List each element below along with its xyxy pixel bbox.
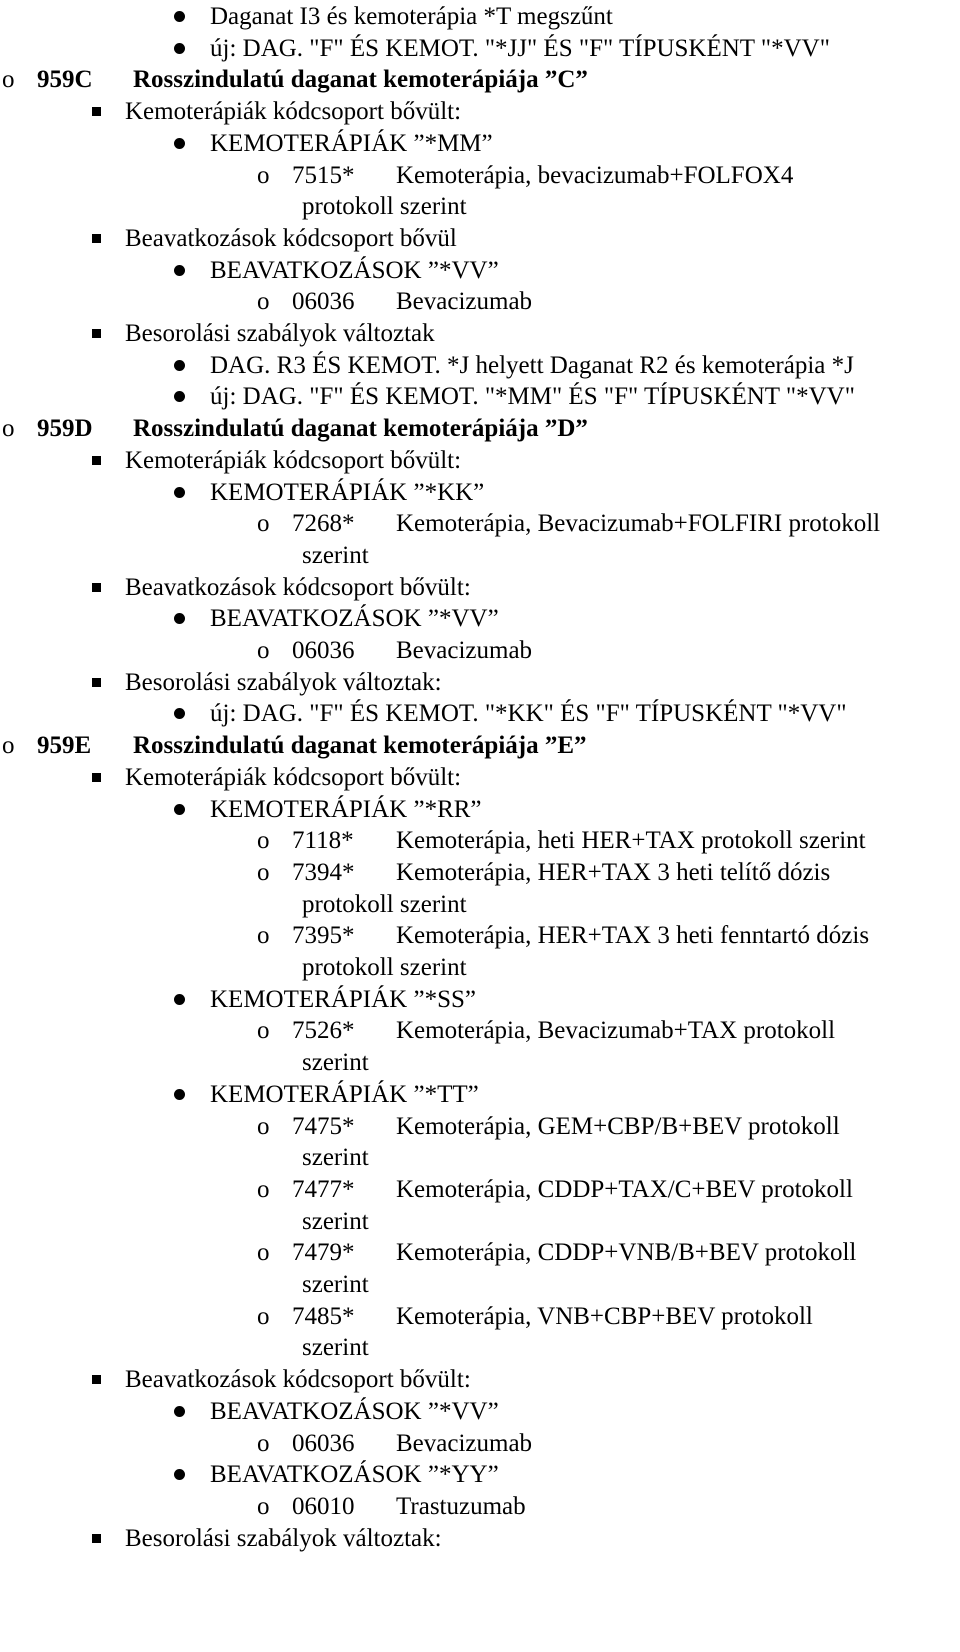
square-bullet-icon bbox=[92, 1534, 101, 1543]
circle-bullet-icon: o bbox=[257, 637, 270, 664]
square-bullet-icon bbox=[92, 456, 101, 465]
item-text: új: DAG. "F" ÉS KEMOT. "*KK" ÉS "F" TÍPUSKÉNT "*VV" bbox=[210, 700, 847, 728]
item-text: KEMOTERÁPIÁK ”*SS” bbox=[210, 985, 476, 1013]
item-text: Kemoterápiák kódcsoport bővült: bbox=[125, 446, 462, 474]
item-code: 06010 bbox=[292, 1492, 355, 1520]
item-text: Besorolási szabályok változtak bbox=[125, 320, 435, 347]
item-description: Kemoterápia, Bevacizumab+FOLFIRI protokoll bbox=[396, 510, 881, 538]
item-description: Kemoterápia, CDDP+VNB/B+BEV protokoll bbox=[396, 1239, 857, 1267]
item-description: Kemoterápia, GEM+CBP/B+BEV protokoll bbox=[396, 1112, 840, 1140]
square-bullet-icon bbox=[92, 773, 101, 782]
item-code: 7479* bbox=[292, 1239, 355, 1267]
disc-bullet-icon bbox=[174, 265, 185, 276]
item-text: Kemoterápiák kódcsoport bővült: bbox=[125, 98, 462, 126]
item-text: protokoll szerint bbox=[302, 193, 467, 221]
item-text: BEAVATKOZÁSOK ”*VV” bbox=[210, 605, 499, 633]
circle-bullet-icon: o bbox=[257, 1429, 270, 1457]
item-description: Bevacizumab bbox=[396, 288, 533, 316]
disc-bullet-icon bbox=[174, 391, 185, 402]
disc-bullet-icon bbox=[174, 613, 185, 624]
item-description: Kemoterápia, HER+TAX 3 heti fenntartó dózis bbox=[396, 922, 870, 950]
item-code: 7485* bbox=[292, 1302, 355, 1330]
item-code: 7477* bbox=[292, 1175, 355, 1203]
item-description: Bevacizumab bbox=[396, 637, 533, 664]
item-description: Kemoterápia, CDDP+TAX/C+BEV protokoll bbox=[396, 1175, 853, 1203]
item-code: 7118* bbox=[292, 827, 354, 855]
circle-bullet-icon: o bbox=[257, 510, 270, 538]
item-text: Beavatkozások kódcsoport bővült: bbox=[125, 1366, 471, 1394]
circle-bullet-icon: o bbox=[257, 161, 270, 189]
item-text: Beavatkozások kódcsoport bővül bbox=[125, 224, 457, 252]
circle-bullet-icon: o bbox=[257, 827, 270, 855]
disc-bullet-icon bbox=[174, 138, 185, 149]
square-bullet-icon bbox=[92, 107, 101, 116]
section-title: Rosszindulatú daganat kemoterápiája ”C” bbox=[133, 66, 588, 94]
disc-bullet-icon bbox=[174, 1469, 185, 1480]
item-code: 06036 bbox=[292, 1429, 355, 1457]
item-text: szerint bbox=[302, 1271, 369, 1298]
circle-bullet-icon: o bbox=[2, 66, 15, 94]
item-text: protokoll szerint bbox=[302, 954, 467, 981]
item-code: 7394* bbox=[292, 858, 355, 886]
section-code: 959E bbox=[37, 732, 92, 760]
item-description: Kemoterápia, HER+TAX 3 heti telítő dózis bbox=[396, 858, 831, 886]
section-title: Rosszindulatú daganat kemoterápiája ”E” bbox=[133, 732, 587, 760]
item-text: szerint bbox=[302, 1144, 369, 1172]
square-bullet-icon bbox=[92, 329, 101, 338]
item-code: 06036 bbox=[292, 288, 355, 316]
item-code: 7268* bbox=[292, 510, 355, 538]
item-code: 7475* bbox=[292, 1112, 355, 1140]
section-code: 959D bbox=[37, 415, 93, 443]
section-code: 959C bbox=[37, 66, 93, 94]
circle-bullet-icon: o bbox=[257, 1492, 270, 1520]
item-text: BEAVATKOZÁSOK ”*VV” bbox=[210, 256, 499, 284]
item-description: Bevacizumab bbox=[396, 1429, 533, 1457]
item-text: szerint bbox=[302, 1049, 369, 1077]
item-description: Trastuzumab bbox=[396, 1492, 526, 1520]
item-description: Kemoterápia, bevacizumab+FOLFOX4 bbox=[396, 161, 794, 189]
circle-bullet-icon: o bbox=[257, 288, 270, 316]
item-text: KEMOTERÁPIÁK ”*TT” bbox=[210, 1080, 479, 1108]
item-text: szerint bbox=[302, 541, 369, 569]
square-bullet-icon bbox=[92, 678, 101, 687]
disc-bullet-icon bbox=[174, 487, 185, 498]
square-bullet-icon bbox=[92, 583, 101, 592]
item-code: 06036 bbox=[292, 637, 355, 664]
circle-bullet-icon: o bbox=[257, 1175, 270, 1203]
item-description: Kemoterápia, Bevacizumab+TAX protokoll bbox=[396, 1017, 836, 1045]
disc-bullet-icon bbox=[174, 11, 185, 22]
disc-bullet-icon bbox=[174, 804, 185, 815]
item-text: KEMOTERÁPIÁK ”*MM” bbox=[210, 129, 493, 157]
item-text: KEMOTERÁPIÁK ”*KK” bbox=[210, 478, 485, 506]
item-text: BEAVATKOZÁSOK ”*VV” bbox=[210, 1397, 499, 1425]
circle-bullet-icon: o bbox=[2, 415, 15, 443]
item-text: Besorolási szabályok változtak: bbox=[125, 1524, 442, 1552]
item-text: DAG. R3 ÉS KEMOT. *J helyett Daganat R2 és kemoterápia *J bbox=[210, 351, 854, 379]
item-text: Kemoterápiák kódcsoport bővült: bbox=[125, 763, 462, 791]
section-title: Rosszindulatú daganat kemoterápiája ”D” bbox=[133, 415, 588, 443]
item-text: Daganat I3 és kemoterápia *T megszűnt bbox=[210, 3, 613, 30]
disc-bullet-icon bbox=[174, 1406, 185, 1417]
square-bullet-icon bbox=[92, 1375, 101, 1384]
circle-bullet-icon: o bbox=[257, 922, 270, 950]
circle-bullet-icon: o bbox=[257, 858, 270, 886]
item-code: 7526* bbox=[292, 1017, 355, 1045]
item-text: szerint bbox=[302, 1207, 369, 1235]
disc-bullet-icon bbox=[174, 708, 185, 719]
disc-bullet-icon bbox=[174, 360, 185, 371]
item-text: új: DAG. "F" ÉS KEMOT. "*MM" ÉS "F" TÍPUSKÉNT "*VV" bbox=[210, 383, 855, 411]
disc-bullet-icon bbox=[174, 1089, 185, 1100]
item-text: Beavatkozások kódcsoport bővült: bbox=[125, 573, 471, 601]
item-text: KEMOTERÁPIÁK ”*RR” bbox=[210, 795, 482, 823]
circle-bullet-icon: o bbox=[257, 1302, 270, 1330]
disc-bullet-icon bbox=[174, 43, 185, 54]
disc-bullet-icon bbox=[174, 994, 185, 1005]
circle-bullet-icon: o bbox=[257, 1239, 270, 1267]
item-code: 7395* bbox=[292, 922, 355, 950]
item-text: BEAVATKOZÁSOK ”*YY” bbox=[210, 1461, 499, 1489]
circle-bullet-icon: o bbox=[257, 1017, 270, 1045]
item-description: Kemoterápia, VNB+CBP+BEV protokoll bbox=[396, 1302, 813, 1330]
square-bullet-icon bbox=[92, 234, 101, 243]
item-text: Besorolási szabályok változtak: bbox=[125, 668, 442, 696]
circle-bullet-icon: o bbox=[2, 732, 15, 760]
item-code: 7515* bbox=[292, 161, 355, 189]
item-description: Kemoterápia, heti HER+TAX protokoll szerint bbox=[396, 827, 866, 855]
circle-bullet-icon: o bbox=[257, 1112, 270, 1140]
item-text: új: DAG. "F" ÉS KEMOT. "*JJ" ÉS "F" TÍPUSKÉNT "*VV" bbox=[210, 34, 830, 62]
item-text: szerint bbox=[302, 1334, 369, 1362]
item-text: protokoll szerint bbox=[302, 890, 467, 918]
